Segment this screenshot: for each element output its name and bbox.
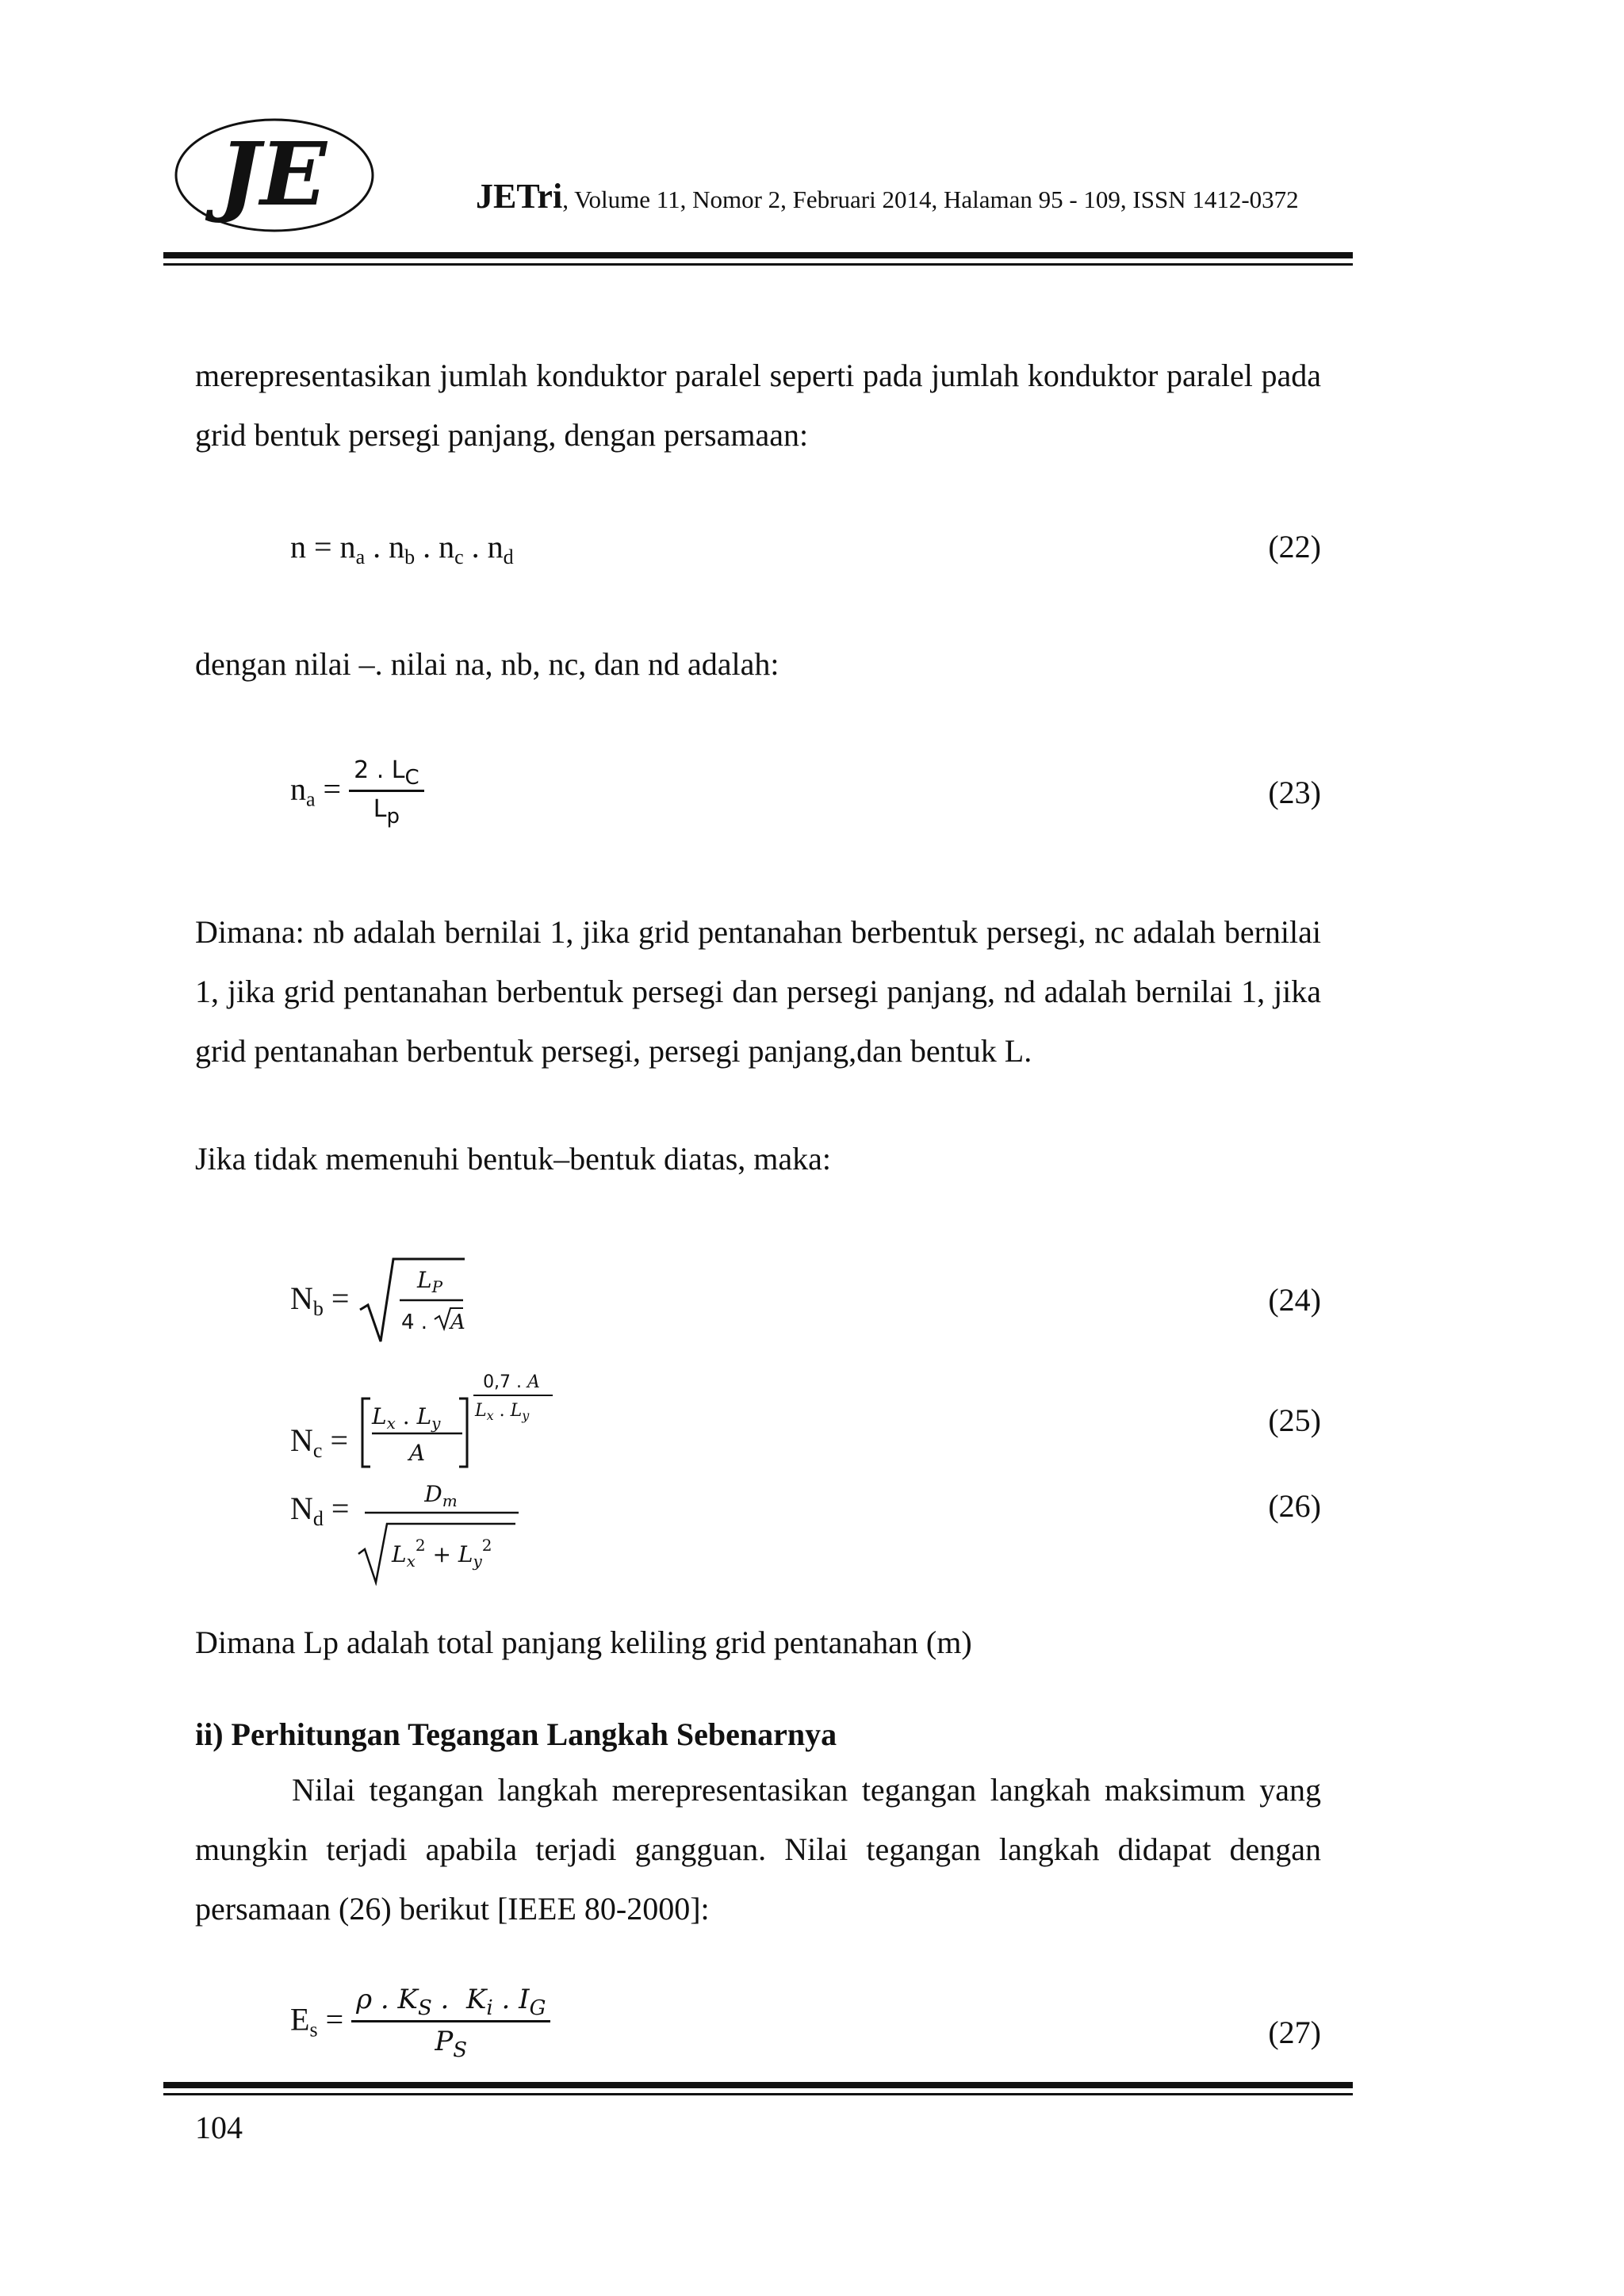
- equation-25-bracket-expression: [356, 1367, 626, 1470]
- equation-number-23: (23): [1268, 775, 1321, 810]
- svg-text:Lx . Ly: $L_x$ . $L_y$: [372, 1403, 441, 1433]
- paragraph-otherwise: Jika tidak memenuhi bentuk–bentuk diatas, maka:: [195, 1141, 832, 1177]
- page-number: 104: [195, 2110, 243, 2145]
- equation-23: $n_a$ = $\frac{2 . LC}{Lp}$: [290, 756, 424, 828]
- paragraph-intro: merepresentasikan jumlah konduktor paralel seperti pada jumlah konduktor paralel pada grid bentuk persegi panjang, dengan persamaan:: [195, 358, 1321, 453]
- equation-number-22: (22): [1268, 529, 1321, 564]
- equation-24-radical: [357, 1253, 468, 1348]
- equation-number-26: (26): [1268, 1488, 1321, 1524]
- equation-25: $N_c$ = $L_x$ . $L_y$ A 0,7 . A $L_x$ . $L_y$: [290, 1367, 626, 1470]
- equation-number-24: (24): [1268, 1282, 1321, 1318]
- footer-rule-thin: [163, 2093, 1353, 2095]
- equation-22: $n = n_a$ . $n_b$ . $n_c$ . $n_d$: [290, 529, 514, 568]
- equation-27: $E_s$ = $\frac{\rho . K_S . K_i . I_G}{P_S}$: [290, 1984, 550, 2062]
- journal-header-line: [476, 176, 1332, 216]
- svg-text:4 .: 4 .: [401, 1311, 428, 1334]
- header-rule-thick: [163, 252, 1353, 258]
- section-heading: ii) Perhitungan Tegangan Langkah Sebenarnya: [195, 1716, 837, 1752]
- svg-text:LP: $L_P$: [417, 1267, 443, 1296]
- svg-text:Lx . Ly: $L_x$ . $L_y$: [475, 1401, 530, 1423]
- svg-text:Dm: $D_m$: [424, 1481, 458, 1510]
- footer-rule-thick: [163, 2082, 1353, 2088]
- svg-text:A: A: [450, 1311, 466, 1334]
- paragraph-step-voltage: Nilai tegangan langkah merepresentasikan tegangan langkah maksimum yang mungkin terjadi apabila terjadi gangguan. Nilai tegangan langkah didapat dengan persamaan (26) berikut [IEEE 80-2000]:: [195, 1772, 1321, 1927]
- svg-text:Lx2 + Ly2: $L_x^2 + L_y^2$: [392, 1536, 492, 1571]
- journal-name: JETri: [476, 177, 563, 216]
- header-rule-thin: [163, 263, 1353, 266]
- svg-text:A: A: [408, 1440, 426, 1466]
- equation-26: $N_d$ = $D_m$ $L_x^2 + L_y^2$: [290, 1475, 523, 1586]
- logo-lettering: JE: [219, 123, 327, 225]
- equation-number-27: (27): [1268, 2015, 1321, 2050]
- equation-26-fraction: [357, 1475, 523, 1586]
- svg-text:0,7 . A: 0,7 . A: [483, 1372, 540, 1392]
- journal-logo: [171, 116, 377, 239]
- paragraph-values-intro: dengan nilai –. nilai na, nb, nc, dan nd adalah:: [195, 646, 779, 682]
- equation-24: $N_b$ = $L_P$ 4 . A: [290, 1253, 468, 1348]
- journal-info: , Volume 11, Nomor 2, Februari 2014, Halaman 95 - 109, ISSN 1412-0372: [562, 186, 1299, 213]
- equation-number-25: (25): [1268, 1402, 1321, 1438]
- paragraph-lp-definition: Dimana Lp adalah total panjang keliling grid pentanahan (m): [195, 1624, 972, 1660]
- paragraph-conditions: Dimana: nb adalah bernilai 1, jika grid pentanahan berbentuk persegi, nc adalah bernilai 1, jika grid pentanahan berbentuk persegi dan persegi panjang, nd adalah bernilai 1, jika grid pentanahan berbentuk persegi, persegi panjang,dan bentuk L.: [195, 914, 1321, 1069]
